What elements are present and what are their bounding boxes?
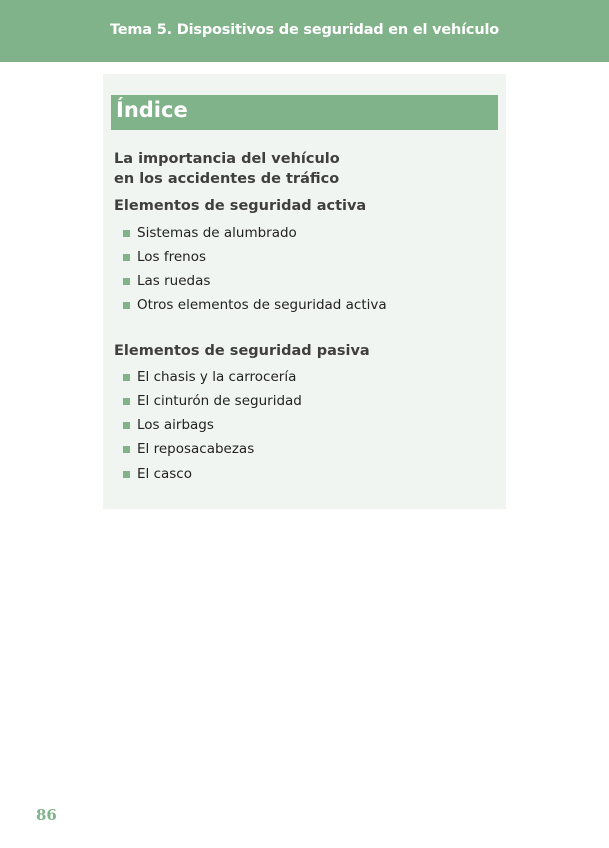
list-item-label: El chasis y la carrocería xyxy=(137,369,297,385)
bullet-square-icon xyxy=(123,278,130,285)
intro-heading-line2: en los accidentes de tráfico xyxy=(114,171,340,187)
list-item[interactable] xyxy=(123,248,206,266)
section-heading-active-safety[interactable]: Elementos de seguridad activa xyxy=(114,198,367,214)
list-item-label: Los frenos xyxy=(137,249,207,265)
chapter-title: Tema 5. Dispositivos de seguridad en el vehículo xyxy=(110,22,499,38)
bullet-square-icon xyxy=(123,302,130,309)
index-title: Índice xyxy=(116,98,188,122)
index-panel xyxy=(103,74,506,509)
list-item-label: Las ruedas xyxy=(137,273,211,289)
index-title-bar xyxy=(111,95,498,130)
intro-heading[interactable] xyxy=(114,149,474,189)
list-item[interactable] xyxy=(123,416,214,434)
list-item[interactable] xyxy=(123,465,192,483)
bullet-square-icon xyxy=(123,398,130,405)
list-item-label: Los airbags xyxy=(137,417,214,433)
intro-heading-line1: La importancia del vehículo xyxy=(114,151,340,167)
bullet-square-icon xyxy=(123,422,130,429)
bullet-square-icon xyxy=(123,446,130,453)
bullet-square-icon xyxy=(123,230,130,237)
list-item[interactable] xyxy=(123,440,254,458)
list-item[interactable] xyxy=(123,296,387,314)
list-item-label: Sistemas de alumbrado xyxy=(137,225,297,241)
list-item[interactable] xyxy=(123,224,297,242)
list-item-label: El cinturón de seguridad xyxy=(137,393,302,409)
list-item-label: Otros elementos de seguridad activa xyxy=(137,297,387,313)
list-item-label: El reposacabezas xyxy=(137,441,255,457)
list-item[interactable] xyxy=(123,392,302,410)
bullet-square-icon xyxy=(123,254,130,261)
section-heading-passive-safety[interactable]: Elementos de seguridad pasiva xyxy=(114,343,370,359)
list-item-label: El casco xyxy=(137,466,192,482)
page-number: 86 xyxy=(36,806,57,824)
list-item[interactable] xyxy=(123,272,210,290)
header-band xyxy=(0,0,609,62)
bullet-square-icon xyxy=(123,471,130,478)
list-item[interactable] xyxy=(123,368,296,386)
bullet-square-icon xyxy=(123,374,130,381)
